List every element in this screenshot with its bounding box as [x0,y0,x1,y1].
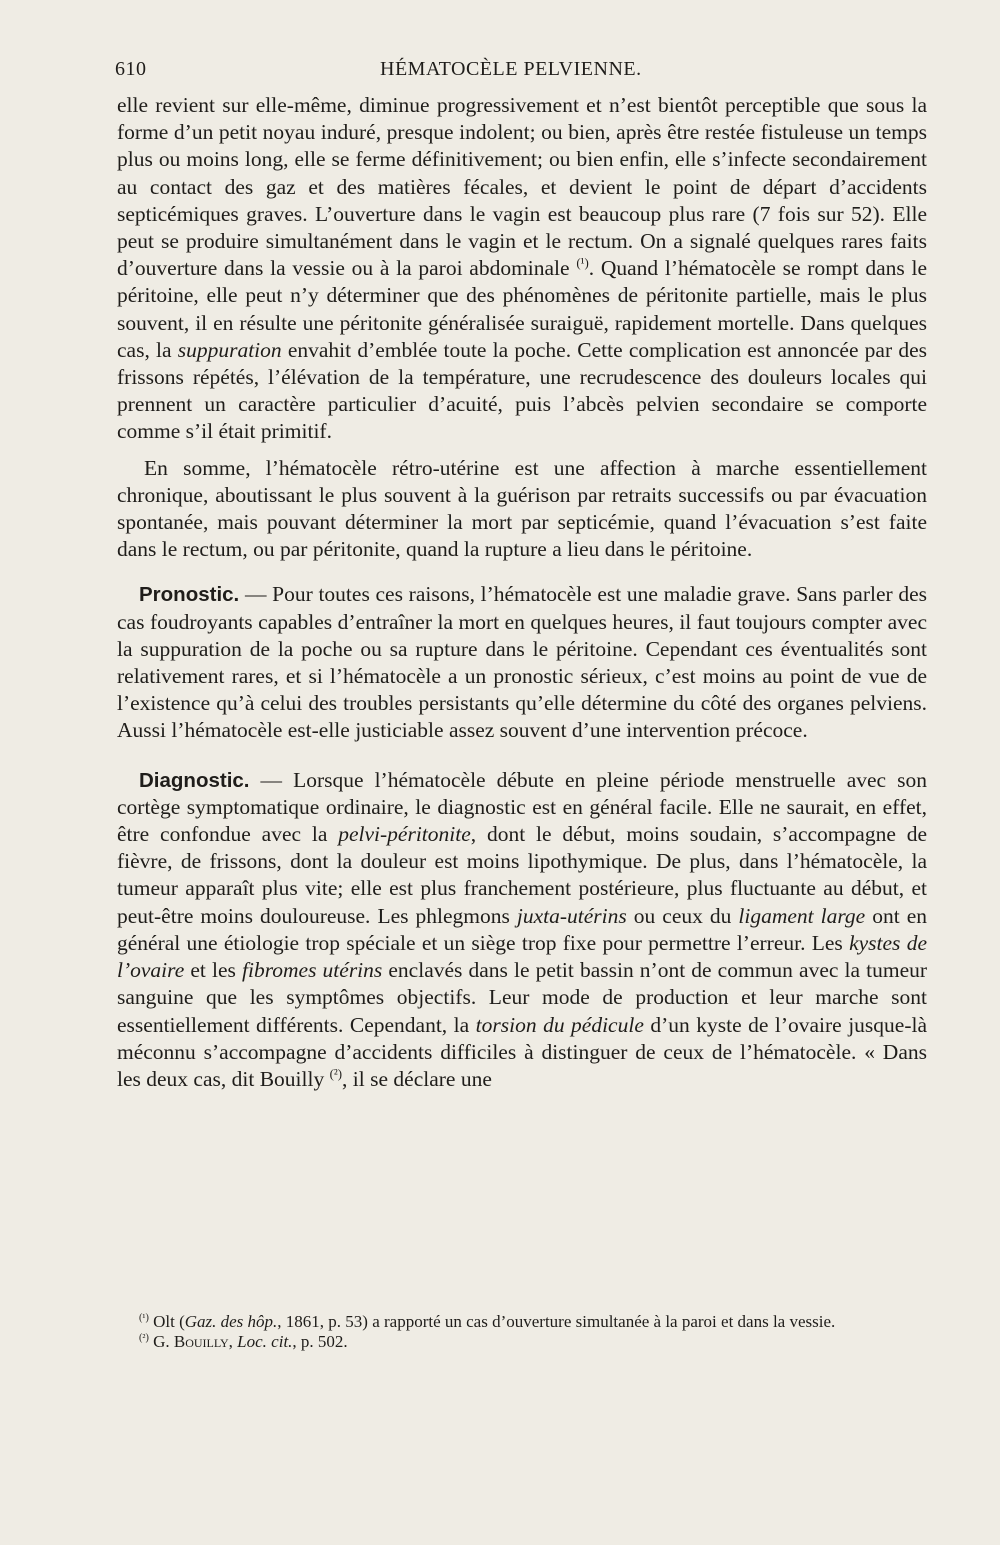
paragraph-continuation: elle revient sur elle-même, diminue progressivement et n’est bientôt perceptible que sous la forme d’un petit noyau induré, presque indolent; ou bien, après être restée fistuleuse un temps plus ou moins long, elle se ferme définitivement; ou bien enfin, elle s’infecte secondairement au contact des gaz et des matières fécales, et devient le point de départ d’accidents septicémiques graves. L’ouverture dans le vagin est beaucoup plus rare (7 fois sur 52). Elle peut se produire simultanément dans le vagin et le rectum. On a signalé quelques rares faits d’ouverture dans la vessie ou à la paroi abdominale $^{(^1)}$. Quand l’hématocèle se rompt dans le péritoine, elle peut n’y déterminer que des phénomènes de péritonite partielle, mais le plus souvent, il en résulte une péritonite généralisée suraiguë, rapidement mortelle. Dans quelques cas, la suppuration envahit d’emblée toute la poche. Cette complication est annoncée par des frissons répétés, l’élévation de la température, une recrudescence des douleurs locales qui prennent un caractère particulier d’acuité, puis l’abcès pelvien secondaire se comporte comme s’il était primitif. [117,93,928,444]
paragraph-summary: En somme, l’hématocèle rétro-utérine est une affection à marche essentiellement chronique, aboutissant le plus souvent à la guérison par retraits successifs ou par évacuation spontanée, mais pouvant déterminer la mort par septicémie, quand l’évacuation s’est faite dans le rectum, ou par péritonite, quand la rupture a lieu dans le péritoine. [117,455,927,562]
footnote-2: $^{(^2)}$ G. Bouilly, Loc. cit., p. 502. [139,1332,348,1351]
page-number: 610 [115,58,147,80]
section-diagnostic: Diagnostic. — Lorsque l’hématocèle débute en pleine période menstruelle avec son cortège symptomatique ordinaire, le diagnostic est en général facile. Elle ne saurait, en effet, être confondue avec la pelvi-péritonite, dont le début, moins soudain, s’accompagne de fièvre, de frissons, dont la douleur est moins lipothymique. De plus, dans l’hématocèle, la tumeur apparaît plus vite; elle est plus franchement postérieure, plus fluctuante au début, et peut-être moins douloureuse. Les phlegmons juxta-utérins ou ceux du ligament large ont en général une étiologie trop spéciale et un siège trop fixe pour permettre l’erreur. Les kystes de l’ovaire et les fibromes utérins enclavés dans le petit bassin n’ont de commun avec la tumeur sanguine que les symptômes objectifs. Leur mode de production et leur marche sont essentiellement différents. Cependant, la torsion du pédicule d’un kyste de l’ovaire jusque-là méconnu s’accompagne d’accidents difficiles à distinguer de ceux de l’hématocèle. « Dans les deux cas, dit Bouilly $^{(^2)}$, il se déclare une [117,767,928,1091]
section-heading-pronostic: Pronostic. [139,583,240,607]
footnote-1: $^{(^1)}$ Olt (Gaz. des hôp., 1861, p. 53) a rapporté un cas d’ouverture simultanée à la paroi et dans la vessie. [139,1312,836,1331]
section-pronostic: Pronostic. — Pour toutes ces raisons, l’hématocèle est une maladie grave. Sans parler des cas foudroyants capables d’entraîner la mort en quelques heures, il faut toujours compter avec la suppuration de la poche ou sa rupture dans le péritoine. Cependant ces éventualités sont relativement rares, et si l’hématocèle a un pronostic sérieux, c’est moins au point de vue de l’existence qu’à celui des troubles persistants qu’elle détermine du côté des organes pelviens. Aussi l’hématocèle est-elle justiciable assez souvent d’une intervention précoce. [117,582,928,743]
body-text [117,92,927,1093]
section-heading-diagnostic: Diagnostic. [139,768,250,792]
footnote-ref-2: (²) [329,1066,343,1081]
running-title: HÉMATOCÈLE PELVIENNE. [380,58,642,80]
page-header [115,58,925,88]
footnotes [117,1312,927,1352]
footnote-ref-1: (¹) [576,256,589,271]
